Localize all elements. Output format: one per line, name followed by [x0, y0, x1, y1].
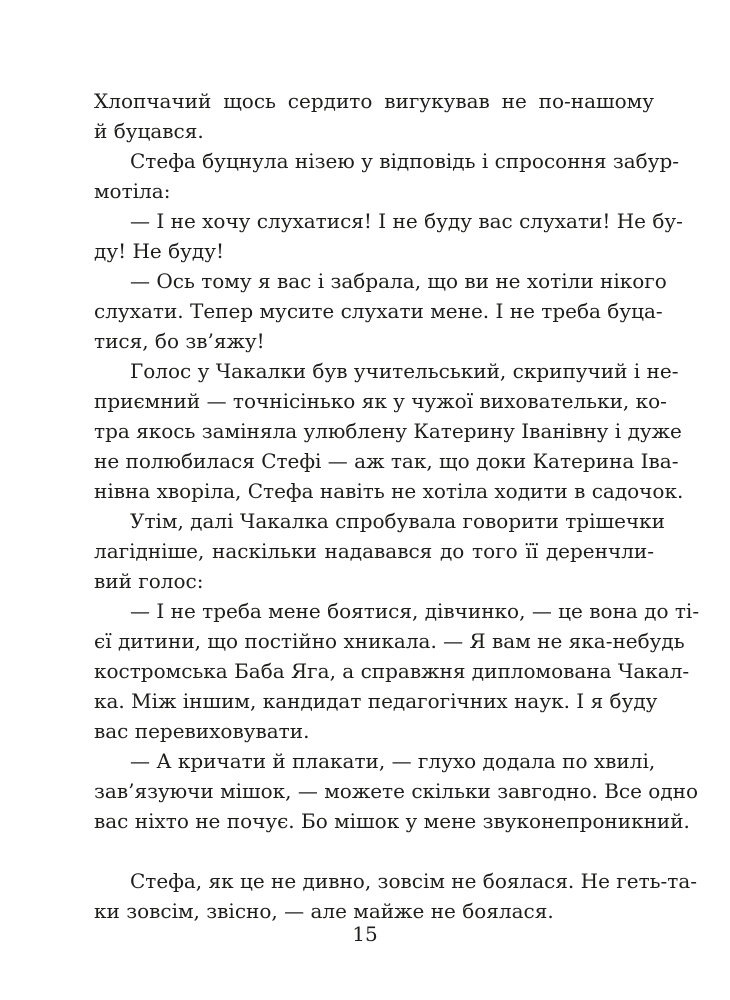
- text-line: — І не треба мене боятися, дівчинко, — це вона до ті-: [130, 599, 700, 623]
- text-line: — І не хочу слухатися! І не буду вас слухати! Не бу-: [130, 209, 683, 233]
- text-line: лагідніше, наскільки надавався до того її деренчли-: [94, 539, 654, 563]
- text-line: — Ось тому я вас і забрала, що ви не хотіли нікого: [130, 269, 667, 293]
- text-line: костромська Баба Яга, а справжня дипломована Чакал-: [94, 659, 690, 683]
- text-line: ка. Між іншим, кандидат педагогічних наук. І я буду: [94, 689, 658, 713]
- text-line: тися, бо зв’яжу!: [94, 329, 265, 353]
- text-line: єї дитини, що постійно хникала. — Я вам не яка-небудь: [94, 629, 685, 653]
- body-text: [94, 86, 700, 926]
- text-line: Утім, далі Чакалка спробувала говорити трішечки: [130, 509, 665, 533]
- text-line: ки зовсім, звісно, — але майже не боялася.: [94, 899, 554, 923]
- page-number: 15: [352, 922, 378, 946]
- text-line: Хлопчачий щось сердито вигукував не по-нашому: [94, 89, 654, 113]
- text-line: зав’язуючи мішок, — можете скільки завгодно. Все одно: [94, 779, 699, 803]
- text-line: не полюбилася Стефі — аж так, що доки Катерина Іва-: [94, 449, 679, 473]
- text-line: нівна хворіла, Стефа навіть не хотіла ходити в садочок.: [94, 479, 684, 503]
- text-line: вас перевиховувати.: [94, 719, 310, 743]
- text-line: Стефа буцнула нізею у відповідь і спросоння забур-: [130, 149, 680, 173]
- text-line: мотіла:: [94, 179, 171, 203]
- text-line: Стефа, як це не дивно, зовсім не боялася. Не геть-та-: [130, 869, 698, 893]
- text-line: слухати. Тепер мусите слухати мене. І не треба буца-: [94, 299, 663, 323]
- text-line: вас ніхто не почує. Бо мішок у мене звуконепроникний.: [94, 809, 690, 833]
- text-line: Голос у Чакалки був учительський, скрипучий і не-: [130, 359, 679, 383]
- text-line: — А кричати й плакати, — глухо додала по хвилі,: [130, 749, 656, 773]
- text-line: й буцався.: [94, 119, 204, 143]
- section-break: [94, 836, 654, 866]
- text-line: приємний — точнісінько як у чужої виховательки, ко-: [94, 389, 667, 413]
- text-line: вий голос:: [94, 569, 204, 593]
- text-line: тра якось заміняла улюблену Катерину Іванівну і дуже: [94, 419, 682, 443]
- text-line: ду! Не буду!: [94, 239, 225, 263]
